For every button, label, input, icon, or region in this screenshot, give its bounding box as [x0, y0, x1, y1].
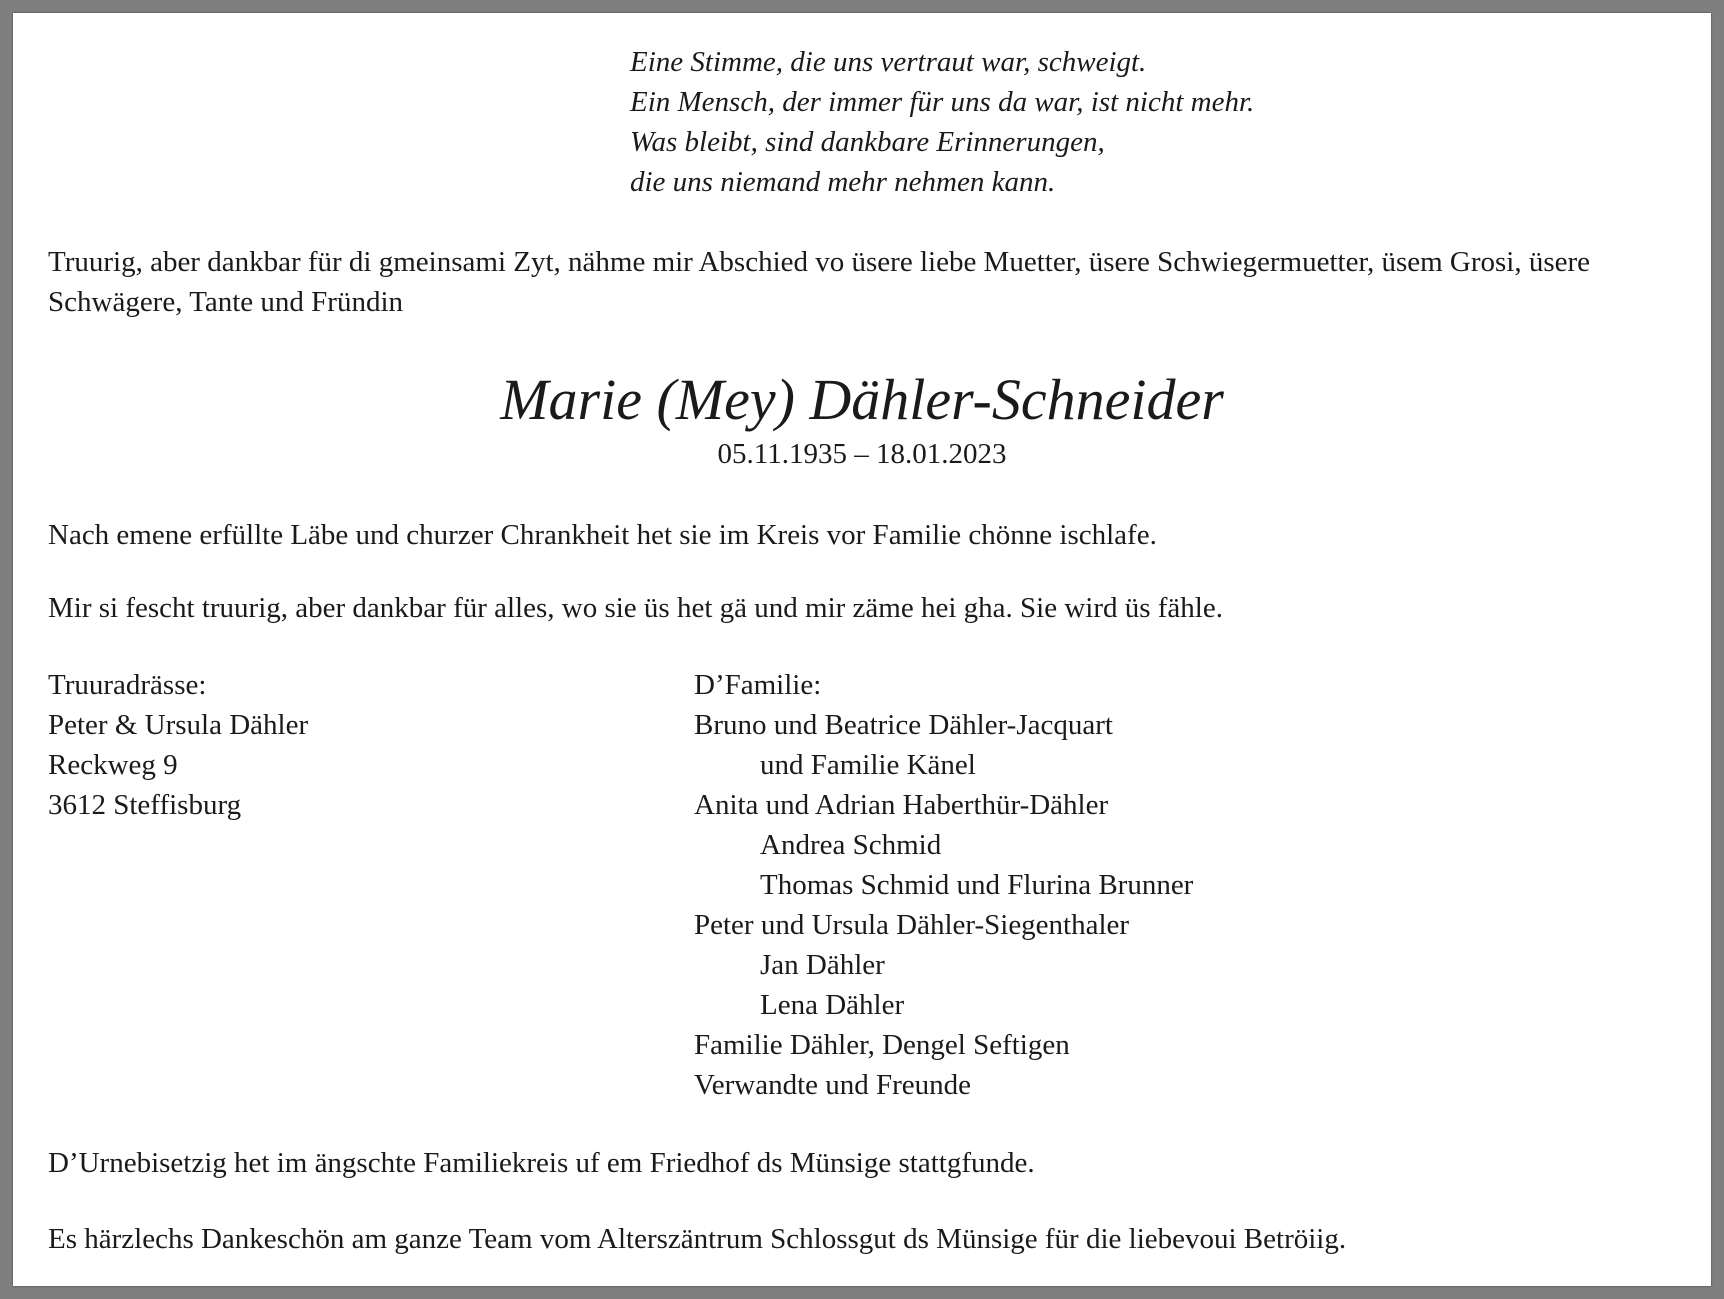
poem-line: Eine Stimme, die uns vertraut war, schweigt. [630, 46, 1147, 78]
family-line: Bruno und Beatrice Dähler-Jacquart [694, 709, 1113, 741]
family-line: Thomas Schmid und Flurina Brunner [760, 869, 1194, 901]
family-line: Jan Dähler [760, 949, 885, 981]
deceased-name: Marie (Mey) Dähler-Schneider [500, 367, 1224, 432]
address-line: 3612 Steffisburg [48, 789, 242, 821]
poem [630, 42, 1254, 202]
family-line: Familie Dähler, Dengel Seftigen [694, 1029, 1070, 1061]
mourning-address [48, 665, 308, 825]
poem-line: Was bleibt, sind dankbare Erinnerungen, [630, 126, 1105, 158]
poem-line: Ein Mensch, der immer für uns da war, ist nicht mehr. [630, 86, 1255, 118]
intro-paragraph: Truurig, aber dankbar für di gmeinsami Zyt, nähme mir Abschied vo üsere liebe Muetter, üsere Schwiegermuetter, üsem Grosi, üsere Schwägere, Tante und Fründin [48, 246, 1591, 318]
family-line: Andrea Schmid [760, 829, 942, 861]
passing-paragraph: Nach emene erfüllte Läbe und churzer Chrankheit het sie im Kreis vor Familie chönne ischlafe. [48, 519, 1157, 551]
family-line: Lena Dähler [760, 989, 905, 1021]
address-heading: Truuradrässe: [48, 669, 207, 701]
thanks-note: Es härzlechs Dankeschön am ganze Team vom Alterszäntrum Schlossgut ds Münsige für die liebevoui Betröiig. [48, 1223, 1347, 1255]
family-line: und Familie Känel [760, 749, 976, 781]
life-dates: 05.11.1935 – 18.01.2023 [717, 438, 1007, 470]
family-heading: D’Familie: [694, 669, 822, 701]
family-line: Peter und Ursula Dähler-Siegenthaler [694, 909, 1130, 941]
burial-note: D’Urnebisetzig het im ängschte Familiekreis uf em Friedhof ds Münsige stattgfunde. [48, 1147, 1035, 1179]
family-line: Verwandte und Freunde [694, 1069, 972, 1101]
family-list [694, 665, 1193, 1105]
obituary-page [13, 13, 1711, 1286]
address-line: Reckweg 9 [48, 749, 178, 781]
address-line: Peter & Ursula Dähler [48, 709, 309, 741]
family-line: Anita und Adrian Haberthür-Dähler [694, 789, 1109, 821]
gratitude-paragraph: Mir si fescht truurig, aber dankbar für alles, wo sie üs het gä und mir zäme hei gha. Sie wird üs fähle. [48, 592, 1223, 624]
poem-line: die uns niemand mehr nehmen kann. [630, 166, 1056, 198]
